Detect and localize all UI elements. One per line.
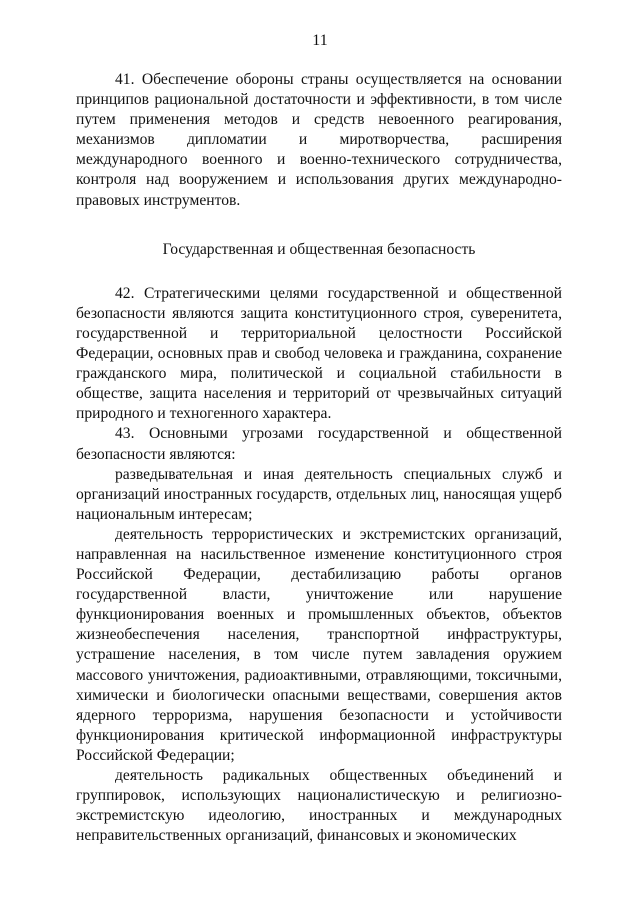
spacer xyxy=(76,211,562,240)
page-number: 11 xyxy=(312,32,328,49)
threat-item-terrorism: деятельность террористических и экстремистских организаций, направленная на насильственное изменение конституционного строя Российской Федерации, дестабилизацию работы органов государственной власти, уничтожение или нарушение функционирования военных и промышленных объектов, объектов жизнеобеспечения населения, транспортной инфраструктуры, устрашение населения, в том числе путем завладения оружием массового уничтожения, радиоактивными, отравляющими, токсичными, химически и биологически опасными веществами, совершения актов ядерного терроризма, нарушения безопасности и устойчивости функционирования критической информационной инфраструктуры Российской Федерации; xyxy=(76,525,562,764)
paragraph-42: 42. Стратегическими целями государственной и общественной безопасности являются защита конституционного строя, суверенитета, государственной и территориальной целостности Российской Федерации, основных прав и свобод человека и гражданина, сохранение гражданского мира, политической и социальной стабильности в обществе, защита населения и территорий от чрезвычайных ситуаций природного и техногенного характера. xyxy=(76,284,562,423)
spacer xyxy=(76,260,562,284)
document-body xyxy=(76,70,562,846)
threat-item-radical-groups: деятельность радикальных общественных объединений и группировок, использующих националистическую и религиозно-экстремистскую идеологию, иностранных и международных неправительственных организаций, финансовых и экономических xyxy=(76,767,562,845)
threat-item-intelligence: разведывательная и иная деятельность специальных служб и организаций иностранных государств, отдельных лиц, наносящая ущерб национальным интересам; xyxy=(76,465,562,523)
paragraph-41: 41. Обеспечение обороны страны осуществляется на основании принципов рациональной достаточности и эффективности, в том числе путем применения методов и средств невоенного реагирования, механизмов дипломатии и миротворчества, расширения международного военного и военно-технического сотрудничества, контроля над вооружением и использования других международно-правовых инструментов. xyxy=(76,71,562,209)
paragraph-43: 43. Основными угрозами государственной и общественной безопасности являются: xyxy=(76,425,562,463)
section-heading: Государственная и общественная безопасность xyxy=(162,240,476,258)
